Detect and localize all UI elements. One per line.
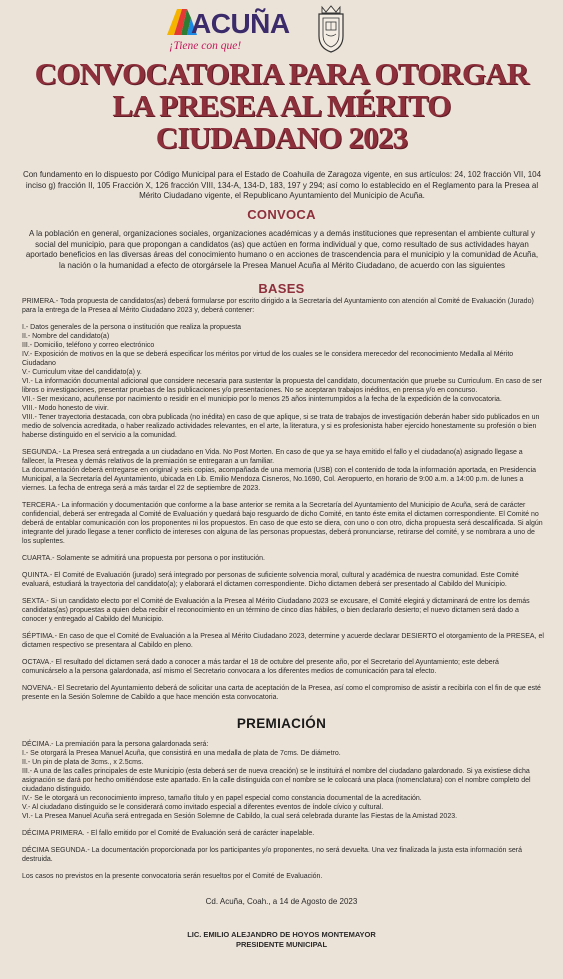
bases-section: [22, 297, 544, 710]
place-date: Cd. Acuña, Coah., a 14 de Agosto de 2023: [205, 897, 358, 906]
base-quinta: QUINTA.- El Comité de Evaluación (jurado) será integrado por personas de suficiente solvencia moral, cultural y académica de nuestra comunidad. Este Comité evaluará, estudiará la trayectoria del candidato(a); y elaborará el dictamen correspondiente. Dicho dictamen deberá ser presentado al Cabildo del Municipio.: [22, 572, 519, 588]
decima: DÉCIMA.- La premiación para la persona galardonada será:: [22, 741, 209, 748]
list-item: VII.- Ser mexicano, acuñense por nacimiento o residir en el municipio por lo menos 25 años ininterrumpidos a la fecha de la expedición de la convocatoria.: [22, 396, 502, 403]
signer-title: PRESIDENTE MUNICIPAL: [235, 940, 328, 949]
decima-primera: DÉCIMA PRIMERA. - El fallo emitido por el Comité de Evaluación será de carácter inapelable.: [22, 830, 315, 837]
convoca-paragraph: A la población en general, organizaciones sociales, organizaciones académicas y a demás instituciones que representan el ambiente cultural y social del municipio, para que propongan a candidatos (as) que actúen en forma individual y que, como resultado de sus actividades hayan aportado beneficios en las diversas áreas del conocimiento humano o en acciones de trascendencia para el municipio y la comunidad de Acuña, la nación o la humanidad a efecto de otorgársele la Presea Manuel Acuña al Mérito Ciudadano, de acuerdo con las siguientes: [25, 229, 539, 270]
page-title: [0, 58, 563, 154]
list-item: II.- Un pin de plata de 3cms., x 2.5cms.: [22, 759, 144, 766]
list-item: II.- Nombre del candidato(a): [22, 333, 110, 340]
base-primera: PRIMERA.- Toda propuesta de candidatos(as) deberá formularse por escrito dirigido a la Secretaría del Ayuntamiento con atención al Comité de Evaluación (Jurado) para la entrega de la Presea al Mérito Ciudadano 2023 y, deberá contener:: [22, 298, 534, 314]
list-item: I.- Se otorgará la Presea Manuel Acuña, que consistirá en una medalla de plata de 7cms. De diámetro.: [22, 750, 341, 757]
list-item: VIII.- Modo honesto de vivir.: [22, 405, 109, 412]
base-cuarta: CUARTA.- Solamente se admitirá una propuesta por persona o por institución.: [22, 555, 265, 562]
base-sexta: SEXTA.- Si un candidato electo por el Comité de Evaluación a la Presea al Mérito Ciudadano 2023 se excusare, el Comité elegirá y dictaminará de entre los demás candidatas(as) propuestas a quien deba recibir el reconocimiento en un término de cinco días hábiles, o bien declararlo desierto; el nuevo dictamen será dado a conocer y entregado al Cabildo del Municipio.: [22, 598, 530, 623]
list-item: III.- A una de las calles principales de este Municipio (esta deberá ser de nueva creación) se le instituirá el nombre del ciudadano galardonado. Si ya existiese dicha asignación se dará por hecho omitiéndose este apartado. En la calle distinguida con el nombre se le colocará una placa (nomenclatura) con el nombre completo del ciudadano distinguido.: [22, 768, 531, 793]
list-item: IV.- Exposición de motivos en la que se deberá especificar los méritos por virtud de los cuales se le considera merecedor del reconocimiento Medalla al Mérito Ciudadano: [22, 351, 514, 367]
logo-tagline: ¡Tiene con que!: [169, 40, 242, 52]
title-line-2: LA PRESEA AL MÉRITO: [112, 88, 451, 123]
base-tercera: TERCERA.- La información y documentación que conforme a la base anterior se remita a la Secretaría del Ayuntamiento del Municipio de Acuña, será de carácter confidencial, deberá ser entregada al Comité de Evaluación y quedará bajo resguardo de dicho Comité, en tanto éste emita el dictamen correspondiente. El Comité no deberá de entablar comunicación con los proponentes ni los propuestos. En caso de que esto se diera, con uno o con otro, dicha propuesta será descalificada. Si algún integrante del jurado llegase a tener conflicto de intereses con alguna de las personas propuestas, deberá pronunciarse, retirarse del comité, y se nombrara a uno de los suplentes.: [22, 502, 543, 545]
decima-segunda: DÉCIMA SEGUNDA.- La documentación proporcionada por los participantes y/o proponentes, no será devuelta. Una vez finalizada la justa esta información será destruida.: [22, 847, 522, 863]
acuna-logo: [165, 6, 290, 54]
list-item: IV.- Se le otorgará un reconocimiento impreso, tamaño título y en papel especial como constancia documental de la acreditación.: [22, 795, 422, 802]
base-segunda: SEGUNDA.- La Presea será entregada a un ciudadano en Vida. No Post Morten. En caso de que ya se haya emitido el fallo y el ciudadano(a) asignado llegase a fallecer, la Presea y demás relativos de la premiación se entregaran a un familiar.: [22, 449, 523, 465]
premiacion-heading: PREMIACIÓN: [236, 716, 327, 731]
bases-heading: BASES: [258, 281, 305, 296]
logo-text: ACUÑA: [191, 8, 290, 39]
base-segunda-documentacion: La documentación deberá entregarse en original y seis copias, acompañada de una memoria (USB) con el contenido de toda la información aportada, en Presidencia Municipal, a la Secretaría del Ayuntamiento, ubicada en Lib. Emilio Mendoza Cisneros, No.1690, Col. Aeropuerto, en horario de 9:00 a.m. a 14:00 p.m. de lunes a viernes. La fecha de entrega será a más tardar el 22 de septiembre de 2023.: [22, 467, 537, 492]
list-item: V.- Al ciudadano distinguido se le considerará como invitado especial a diferentes eventos de índole cívico y cultural.: [22, 804, 384, 811]
list-item: I.- Datos generales de la persona o institución que realiza la propuesta: [22, 324, 242, 331]
header: [0, 0, 563, 60]
list-item: VIII.- Tener trayectoria destacada, con obra publicada (no inédita) en caso de que aplique, si se trata de trabajos de investigación deberán haber sido publicados en un medio de solvencia acreditada, o haber realizado actividades relevantes, en el arte, la literatura, y si es profesionista haber ejercido honestamente su profesión o bien haberse distinguido en el servicio a la comunidad.: [22, 414, 540, 439]
municipal-seal-icon: [314, 4, 348, 54]
casos-no-previstos: Los casos no previstos en la presente convocatoria serán resueltos por el Comité de Evaluación.: [22, 873, 323, 880]
list-item: VI.- La Presea Manuel Acuña será entregada en Sesión Solemne de Cabildo, la cual será celebrada durante las Fiestas de la Amistad 2023.: [22, 813, 458, 820]
list-item: III.- Domicilio, teléfono y correo electrónico: [22, 342, 155, 349]
convoca-heading: CONVOCA: [247, 207, 316, 222]
title-line-3: CIUDADANO 2023: [155, 120, 408, 155]
list-item: V.- Curriculum vitae del candidato(a) y.: [22, 369, 142, 376]
base-octava: OCTAVA.- El resultado del dictamen será dado a conocer a más tardar el 18 de octubre del presente año, por el Secretario del Ayuntamiento; este deberá comunicárselo a la persona galardonada, así mismo el Secretario convocara a los diferentes medios de comunicación para tal efecto.: [22, 659, 499, 675]
list-item: VI.- La información documental adicional que considere necesaria para sustentar la propuesta del candidato, documentación que pruebe su Curriculum. En caso de ser libros o investigaciones, presentar pruebas de las publicaciones y/o presentaciones. No se aceptaran trabajos inéditos, en prensa y/o en concurso.: [22, 378, 542, 394]
intro-paragraph: Con fundamento en lo dispuesto por Código Municipal para el Estado de Coahuila de Zaragoza vigente, en sus artículos: 24, 102 fracción VII, 104 inciso g) fracción II, 105 Fracción X, 126 fracción VIII, 134-A, 134-D, 183, 197 y 294; así como lo establecido en el Reglamento para la Presea al Mérito Ciudadano vigente, el Republicano Ayuntamiento del Municipio de Acuña.: [22, 170, 542, 200]
premiacion-section: [22, 740, 544, 889]
signer-name: LIC. EMILIO ALEJANDRO DE HOYOS MONTEMAYOR: [187, 930, 376, 939]
title-line-1: CONVOCATORIA PARA OTORGAR: [34, 56, 529, 91]
base-septima: SÉPTIMA.- En caso de que el Comité de Evaluación a la Presea al Mérito Ciudadano 2023, determine y acuerde declarar DESIERTO el otorgamiento de la PRESEA, el dictamen respectivo se presentara al Cabildo en pleno.: [22, 633, 544, 649]
base-novena: NOVENA.- El Secretario del Ayuntamiento deberá de solicitar una carta de aceptación de la Presea, así como el compromiso de asistir a recibirla con el fin de que esté presente en la Sesión Solemne de Cabildo a que hace mención esta convocatoria.: [22, 685, 541, 701]
